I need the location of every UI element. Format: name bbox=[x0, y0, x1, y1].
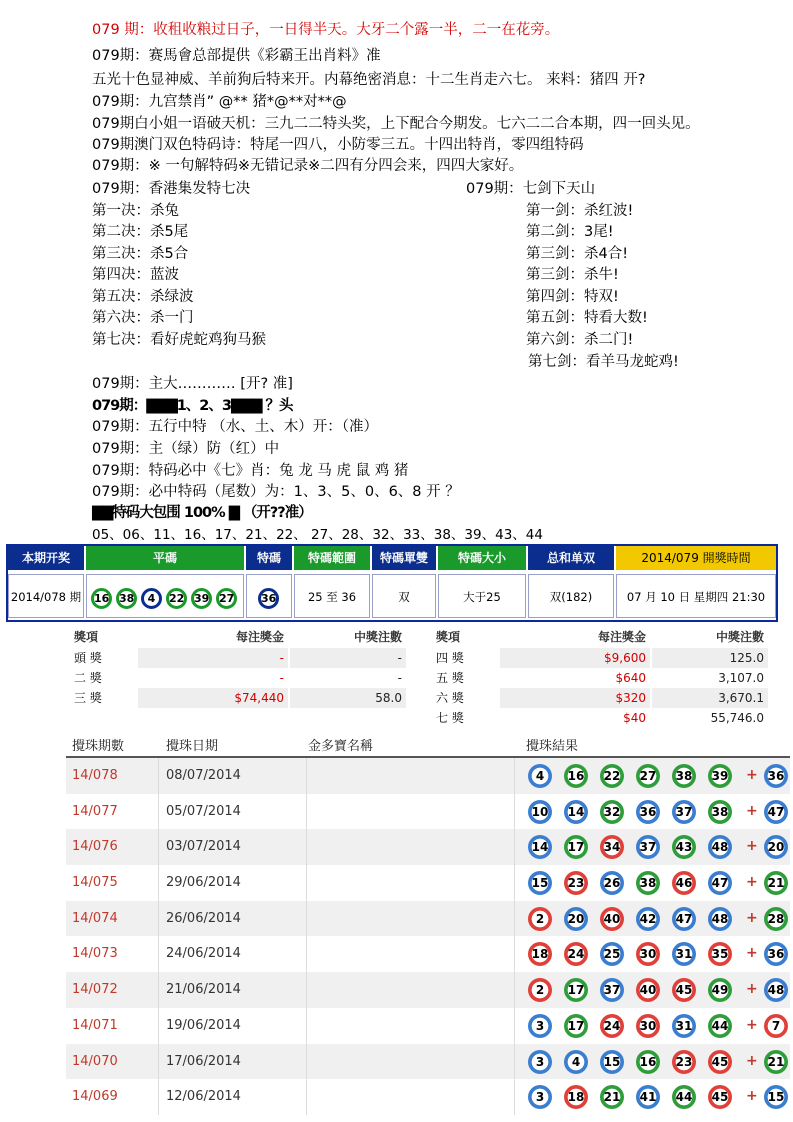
right-item: 第三剑：杀4合! bbox=[526, 246, 629, 262]
prize-winners: - bbox=[397, 671, 402, 685]
column-divider bbox=[158, 829, 159, 865]
size-cell: 大于25 bbox=[438, 574, 526, 618]
prize-row bbox=[430, 708, 770, 728]
column-divider bbox=[306, 758, 307, 794]
column-divider bbox=[306, 972, 307, 1008]
prize-header-name: 獎項 bbox=[74, 630, 99, 644]
text-line: 079期：九宫禁肖” @** 猪*@**对**@ bbox=[92, 94, 347, 110]
column-divider bbox=[158, 1044, 159, 1080]
results-header: 平碼 bbox=[86, 546, 244, 570]
history-row bbox=[66, 1008, 790, 1044]
column-divider bbox=[158, 865, 159, 901]
prize-money: $9,600 bbox=[500, 648, 650, 668]
history-header-result: 攪珠結果 bbox=[526, 739, 579, 754]
lottery-ball: 27 bbox=[216, 588, 237, 609]
right-column-title: 079期：七剑下天山 bbox=[466, 181, 596, 197]
result-ball: 47 bbox=[708, 871, 732, 895]
right-item: 第五剑：特看大数! bbox=[526, 310, 648, 326]
result-ball: 37 bbox=[600, 978, 624, 1002]
draw-date: 05/07/2014 bbox=[166, 803, 241, 819]
draw-date: 24/06/2014 bbox=[166, 946, 241, 962]
result-ball: 14 bbox=[528, 835, 552, 859]
result-ball: 17 bbox=[564, 835, 588, 859]
results-header: 特碼範圍 bbox=[294, 546, 370, 570]
draw-date: 12/06/2014 bbox=[166, 1089, 241, 1105]
history-header-draw: 攪珠期數 bbox=[72, 739, 125, 754]
prize-header-winners: 中獎注數 bbox=[715, 630, 764, 644]
prize-row bbox=[68, 668, 408, 688]
column-divider bbox=[306, 1044, 307, 1080]
result-ball: 31 bbox=[672, 942, 696, 966]
result-ball: 23 bbox=[672, 1050, 696, 1074]
column-divider bbox=[306, 865, 307, 901]
result-ball: 26 bbox=[600, 871, 624, 895]
draw-date: 19/06/2014 bbox=[166, 1017, 241, 1033]
results-header: 本期开奖 bbox=[8, 546, 84, 570]
history-row bbox=[66, 758, 790, 794]
sum-cell: 双(182) bbox=[528, 574, 614, 618]
text-line: 079期：赛馬會总部提供《彩霸王出肖料》准 bbox=[92, 48, 381, 64]
prize-name: 三 獎 bbox=[74, 691, 102, 705]
special-result-ball: 15 bbox=[764, 1085, 788, 1109]
prize-winners: - bbox=[290, 648, 406, 668]
prize-header-name: 獎項 bbox=[436, 630, 461, 644]
prize-name: 二 獎 bbox=[74, 671, 102, 685]
draw-number: 14/075 bbox=[72, 875, 118, 891]
lottery-ball: 38 bbox=[116, 588, 137, 609]
result-ball: 40 bbox=[636, 978, 660, 1002]
lottery-ball: 4 bbox=[141, 588, 162, 609]
right-item: 第三剑：杀牛! bbox=[526, 267, 619, 283]
column-divider bbox=[514, 794, 515, 830]
result-ball: 39 bbox=[708, 764, 732, 788]
result-ball: 23 bbox=[564, 871, 588, 895]
period-cell: 2014/078 期 bbox=[8, 574, 84, 618]
result-ball: 46 bbox=[672, 871, 696, 895]
draw-date: 03/07/2014 bbox=[166, 839, 241, 855]
draw-number: 14/072 bbox=[72, 982, 118, 998]
prize-header-winners: 中獎注數 bbox=[353, 630, 402, 644]
column-divider bbox=[306, 1008, 307, 1044]
result-ball: 45 bbox=[708, 1050, 732, 1074]
result-ball: 18 bbox=[528, 942, 552, 966]
draw-date: 08/07/2014 bbox=[166, 768, 241, 783]
range-cell: 25 至 36 bbox=[294, 574, 370, 618]
prize-table bbox=[68, 626, 778, 726]
result-ball: 2 bbox=[528, 978, 552, 1002]
result-ball: 44 bbox=[708, 1014, 732, 1038]
column-divider bbox=[514, 865, 515, 901]
prize-winners: 125.0 bbox=[652, 648, 768, 668]
result-ball: 38 bbox=[636, 871, 660, 895]
plus-sign: + bbox=[746, 945, 758, 962]
number-list: 05、06、11、16、17、21、22、 27、28、32、33、38、39、43、44 bbox=[92, 527, 543, 543]
left-item: 第三决：杀5合 bbox=[92, 246, 189, 262]
right-item: 第七剑：看羊马龙蛇鸡! bbox=[528, 354, 679, 370]
prize-name: 七 獎 bbox=[436, 711, 464, 725]
plus-sign: + bbox=[746, 874, 758, 891]
result-ball: 2 bbox=[528, 907, 552, 931]
result-ball: 4 bbox=[528, 764, 552, 788]
text-line: 079期澳门双色特码诗：特尾一四八，小防零三五。十四出特肖，零四组特码 bbox=[92, 137, 584, 153]
result-ball: 16 bbox=[636, 1050, 660, 1074]
prize-name: 五 獎 bbox=[436, 671, 464, 685]
column-divider bbox=[514, 1079, 515, 1115]
draw-date: 17/06/2014 bbox=[166, 1053, 241, 1069]
result-ball: 48 bbox=[708, 907, 732, 931]
column-divider bbox=[514, 829, 515, 865]
prize-row bbox=[68, 688, 408, 708]
column-divider bbox=[158, 1079, 159, 1115]
text-line: 079期：五行中特 （水、土、木）开：（准） bbox=[92, 419, 379, 435]
result-ball: 18 bbox=[564, 1085, 588, 1109]
draw-history-table bbox=[66, 736, 790, 1115]
prize-money: - bbox=[138, 648, 288, 668]
right-item: 第四剑：特双! bbox=[526, 289, 619, 305]
draw-number: 14/069 bbox=[72, 1089, 118, 1105]
results-header: 特碼 bbox=[246, 546, 292, 570]
plus-sign: + bbox=[746, 1016, 758, 1033]
history-row bbox=[66, 1044, 790, 1080]
plus-sign: + bbox=[746, 838, 758, 855]
prize-row bbox=[430, 688, 770, 708]
draw-date: 21/06/2014 bbox=[166, 982, 241, 998]
prize-row bbox=[430, 648, 770, 668]
column-divider bbox=[514, 972, 515, 1008]
result-ball: 41 bbox=[636, 1085, 660, 1109]
history-row bbox=[66, 829, 790, 865]
column-divider bbox=[514, 901, 515, 937]
results-table bbox=[6, 544, 778, 622]
text-line: 079期：必中特码（尾数）为：1、3、5、0、6、8 开 ？ bbox=[92, 484, 460, 500]
draw-number: 14/070 bbox=[72, 1053, 118, 1069]
result-ball: 30 bbox=[636, 942, 660, 966]
column-divider bbox=[306, 936, 307, 972]
column-divider bbox=[158, 972, 159, 1008]
plus-sign: + bbox=[746, 1052, 758, 1069]
result-ball: 15 bbox=[528, 871, 552, 895]
results-header: 特碼大小 bbox=[438, 546, 526, 570]
lottery-ball: 22 bbox=[166, 588, 187, 609]
history-header-date: 攪珠日期 bbox=[166, 739, 219, 754]
result-ball: 37 bbox=[672, 800, 696, 824]
result-ball: 47 bbox=[672, 907, 696, 931]
draw-number: 14/077 bbox=[72, 803, 118, 819]
text-line: 079期：主大………… [开? 准] bbox=[92, 376, 293, 392]
text-line: 079期白小姐一语破天机：三九二二特头奖，上下配合今期发。七六二二合本期，四一回头见。 bbox=[92, 116, 700, 132]
special-result-ball: 48 bbox=[764, 978, 788, 1002]
left-item: 第一决：杀兔 bbox=[92, 203, 179, 219]
special-result-ball: 21 bbox=[764, 871, 788, 895]
left-item: 第二决：杀5尾 bbox=[92, 224, 189, 240]
history-header-name: 金多寶名稱 bbox=[308, 739, 374, 754]
result-ball: 16 bbox=[564, 764, 588, 788]
result-ball: 24 bbox=[600, 1014, 624, 1038]
history-row bbox=[66, 794, 790, 830]
result-ball: 3 bbox=[528, 1014, 552, 1038]
special-ball: 36 bbox=[258, 588, 279, 609]
results-header: 2014/079 開獎時間 bbox=[616, 546, 776, 570]
prize-header-money: 每注獎金 bbox=[597, 630, 646, 644]
right-item: 第二剑：3尾! bbox=[526, 224, 614, 240]
right-item: 第一剑：杀红波! bbox=[526, 203, 634, 219]
column-divider bbox=[514, 1044, 515, 1080]
result-ball: 34 bbox=[600, 835, 624, 859]
history-row bbox=[66, 972, 790, 1008]
prize-winners: 3,107.0 bbox=[718, 671, 764, 685]
left-item: 第六决：杀一门 bbox=[92, 310, 194, 326]
prize-name: 頭 獎 bbox=[74, 651, 102, 665]
special-result-ball: 20 bbox=[764, 835, 788, 859]
column-divider bbox=[158, 758, 159, 794]
special-result-ball: 21 bbox=[764, 1050, 788, 1074]
left-item: 第四决：蓝波 bbox=[92, 267, 179, 283]
text-line: ▇▇特码大包围 100% ▇ （开??准） bbox=[92, 505, 312, 521]
result-ball: 14 bbox=[564, 800, 588, 824]
prize-winners: 55,746.0 bbox=[710, 711, 764, 725]
column-divider bbox=[306, 829, 307, 865]
draw-time-cell: 07 月 10 日 星期四 21:30 bbox=[616, 574, 776, 618]
text-line: 五光十色显神威、羊前狗后特来开。内幕绝密消息：十二生肖走六七。 来料：猪四 开? bbox=[92, 72, 646, 88]
result-ball: 3 bbox=[528, 1085, 552, 1109]
prize-row bbox=[68, 648, 408, 668]
text-line: 079期：主（绿）防（红）中 bbox=[92, 441, 280, 457]
special-result-ball: 36 bbox=[764, 764, 788, 788]
prize-header bbox=[430, 626, 770, 648]
result-ball: 20 bbox=[564, 907, 588, 931]
prize-winners: 58.0 bbox=[290, 688, 406, 708]
prize-money: $40 bbox=[623, 711, 646, 725]
result-ball: 24 bbox=[564, 942, 588, 966]
result-ball: 17 bbox=[564, 1014, 588, 1038]
history-header bbox=[66, 736, 790, 758]
result-ball: 38 bbox=[672, 764, 696, 788]
prize-column-left bbox=[68, 626, 408, 708]
plus-sign: + bbox=[746, 909, 758, 926]
result-ball: 15 bbox=[600, 1050, 624, 1074]
column-divider bbox=[306, 1079, 307, 1115]
draw-number: 14/078 bbox=[72, 768, 118, 783]
draw-date: 29/06/2014 bbox=[166, 875, 241, 891]
column-divider bbox=[158, 936, 159, 972]
plus-sign: + bbox=[746, 802, 758, 819]
result-ball: 37 bbox=[636, 835, 660, 859]
column-divider bbox=[158, 901, 159, 937]
special-result-ball: 7 bbox=[764, 1014, 788, 1038]
special-result-ball: 28 bbox=[764, 907, 788, 931]
draw-number: 14/076 bbox=[72, 839, 118, 855]
odd-even-cell: 双 bbox=[372, 574, 436, 618]
column-divider bbox=[514, 936, 515, 972]
draw-number: 14/073 bbox=[72, 946, 118, 962]
history-row bbox=[66, 865, 790, 901]
regular-balls-cell bbox=[86, 574, 244, 618]
draw-date: 26/06/2014 bbox=[166, 910, 241, 926]
prize-winners: 3,670.1 bbox=[652, 688, 768, 708]
results-header: 特碼單雙 bbox=[372, 546, 436, 570]
result-ball: 43 bbox=[672, 835, 696, 859]
lottery-ball: 16 bbox=[91, 588, 112, 609]
prize-header bbox=[68, 626, 408, 648]
prize-name: 四 獎 bbox=[436, 651, 464, 665]
results-header: 总和单双 bbox=[528, 546, 614, 570]
result-ball: 25 bbox=[600, 942, 624, 966]
prize-money: $640 bbox=[615, 671, 646, 685]
history-rows bbox=[66, 758, 790, 1115]
left-item: 第七决：看好虎蛇鸡狗马猴 bbox=[92, 332, 266, 348]
history-row bbox=[66, 936, 790, 972]
draw-number: 14/074 bbox=[72, 910, 118, 926]
left-column-title: 079期：香港集发特七决 bbox=[92, 181, 251, 197]
result-ball: 48 bbox=[708, 835, 732, 859]
prize-name: 六 獎 bbox=[436, 691, 464, 705]
special-result-ball: 47 bbox=[764, 800, 788, 824]
result-ball: 30 bbox=[636, 1014, 660, 1038]
lottery-ball: 39 bbox=[191, 588, 212, 609]
plus-sign: + bbox=[746, 767, 758, 783]
prize-money: $320 bbox=[500, 688, 650, 708]
column-divider bbox=[306, 794, 307, 830]
right-item: 第六剑：杀二门! bbox=[526, 332, 634, 348]
result-ball: 21 bbox=[600, 1085, 624, 1109]
result-ball: 22 bbox=[600, 764, 624, 788]
column-divider bbox=[158, 794, 159, 830]
result-ball: 45 bbox=[672, 978, 696, 1002]
result-ball: 3 bbox=[528, 1050, 552, 1074]
prize-money: - bbox=[279, 671, 284, 685]
column-divider bbox=[514, 1008, 515, 1044]
result-ball: 27 bbox=[636, 764, 660, 788]
history-row bbox=[66, 1079, 790, 1115]
result-ball: 49 bbox=[708, 978, 732, 1002]
column-divider bbox=[158, 1008, 159, 1044]
special-ball-cell bbox=[246, 574, 292, 618]
text-line: 079期：※ 一句解特码※无错记录※二四有分四会来，四四大家好。 bbox=[92, 158, 524, 174]
result-ball: 44 bbox=[672, 1085, 696, 1109]
result-ball: 10 bbox=[528, 800, 552, 824]
column-divider bbox=[306, 901, 307, 937]
result-ball: 45 bbox=[708, 1085, 732, 1109]
result-ball: 36 bbox=[636, 800, 660, 824]
text-line: 079期：▇▇▇1、2、3▇▇▇ ？头 bbox=[92, 398, 293, 414]
headline-riddle: 079 期：收租收粮过日子，一日得半天。大牙二个露一半，二一在花旁。 bbox=[92, 22, 560, 38]
result-ball: 35 bbox=[708, 942, 732, 966]
result-ball: 4 bbox=[564, 1050, 588, 1074]
draw-number: 14/071 bbox=[72, 1017, 118, 1033]
special-result-ball: 36 bbox=[764, 942, 788, 966]
result-ball: 40 bbox=[600, 907, 624, 931]
prize-row bbox=[430, 668, 770, 688]
history-row bbox=[66, 901, 790, 937]
plus-sign: + bbox=[746, 981, 758, 998]
prize-header-money: 每注獎金 bbox=[235, 630, 284, 644]
prize-column-right bbox=[430, 626, 770, 728]
plus-sign: + bbox=[746, 1088, 758, 1105]
column-divider bbox=[514, 758, 515, 794]
result-ball: 32 bbox=[600, 800, 624, 824]
prize-money: $74,440 bbox=[138, 688, 288, 708]
result-ball: 42 bbox=[636, 907, 660, 931]
left-item: 第五决：杀绿波 bbox=[92, 289, 194, 305]
result-ball: 31 bbox=[672, 1014, 696, 1038]
result-ball: 17 bbox=[564, 978, 588, 1002]
result-ball: 38 bbox=[708, 800, 732, 824]
text-line: 079期：特码必中《七》肖：兔 龙 马 虎 鼠 鸡 猪 bbox=[92, 463, 409, 479]
